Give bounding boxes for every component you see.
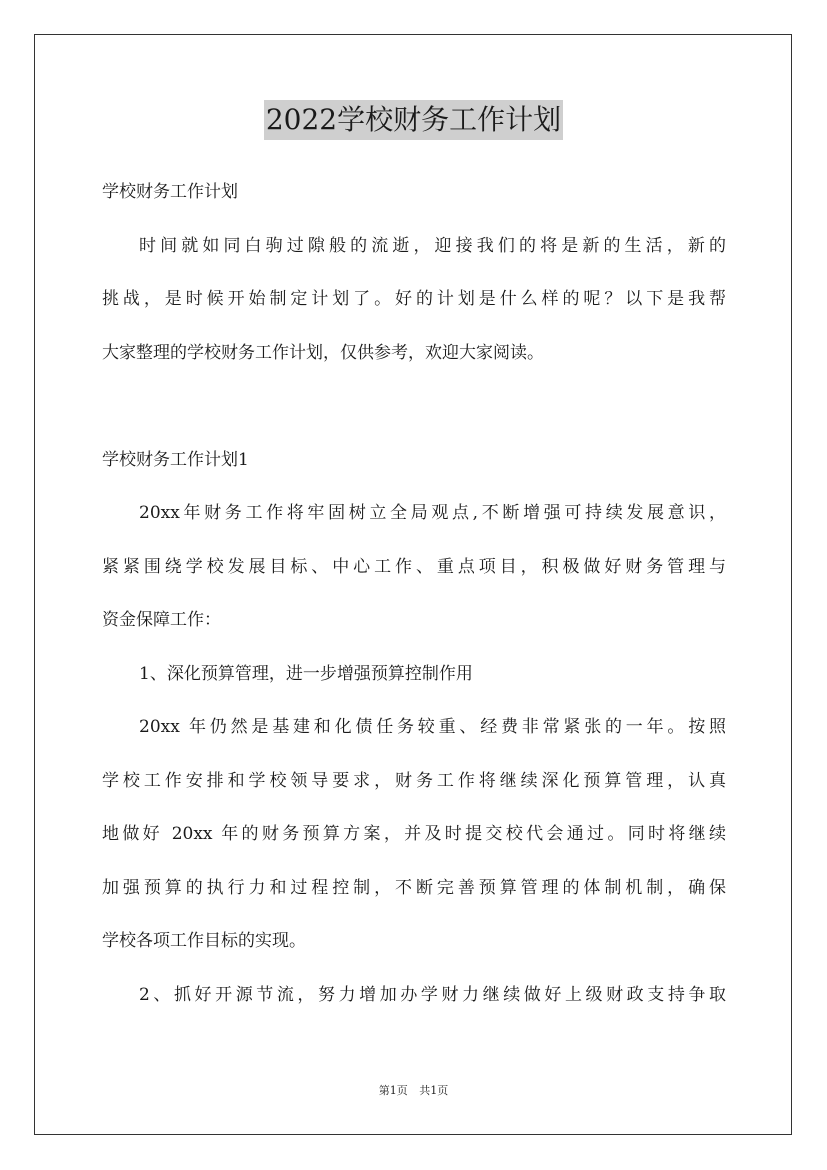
item2-title: 2、抓好开源节流，努力增加办学财力继续做好上级财政支持争取: [139, 984, 726, 1005]
paragraph-gap: [102, 380, 726, 434]
page-number: 第1页: [378, 1084, 408, 1097]
intro-line-1: 时间就如同白驹过隙般的流逝，迎接我们的将是新的生活，新的: [139, 235, 726, 256]
intro-line-2: 挑战，是时候开始制定计划了。好的计划是什么样的呢？以下是我帮: [102, 289, 726, 309]
document-title: 2022学校财务工作计划: [264, 100, 563, 140]
section1-line-3: 资金保障工作：: [102, 610, 221, 630]
section1-line-1: 20xx年财务工作将牢固树立全局观点,不断增强可持续发展意识，: [139, 503, 726, 523]
item1-line-5: 学校各项工作目标的实现。: [102, 931, 306, 951]
title-wrap: [0, 100, 827, 140]
item1-line-2: 学校工作安排和学校领导要求，财务工作将继续深化预算管理，认真: [102, 770, 726, 791]
page-footer: [0, 1082, 827, 1098]
intro-line-3: 大家整理的学校财务工作计划，仅供参考，欢迎大家阅读。: [102, 342, 544, 363]
subtitle: 学校财务工作计划: [102, 182, 238, 202]
item1-line-3: 地做好 20xx 年的财务预算方案，并及时提交校代会通过。同时将继续: [102, 824, 726, 844]
item1-line-1: 20xx 年仍然是基建和化债任务较重、经费非常紧张的一年。按照: [139, 717, 726, 737]
document-body: [102, 166, 726, 1022]
item1-line-4: 加强预算的执行力和过程控制，不断完善预算管理的体制机制，确保: [102, 877, 726, 898]
item1-title: 1、深化预算管理，进一步增强预算控制作用: [139, 663, 473, 684]
page-total: 共1页: [419, 1084, 449, 1097]
section1-title: 学校财务工作计划1: [102, 449, 249, 470]
section1-line-2: 紧紧围绕学校发展目标、中心工作、重点项目，积极做好财务管理与: [102, 556, 726, 577]
